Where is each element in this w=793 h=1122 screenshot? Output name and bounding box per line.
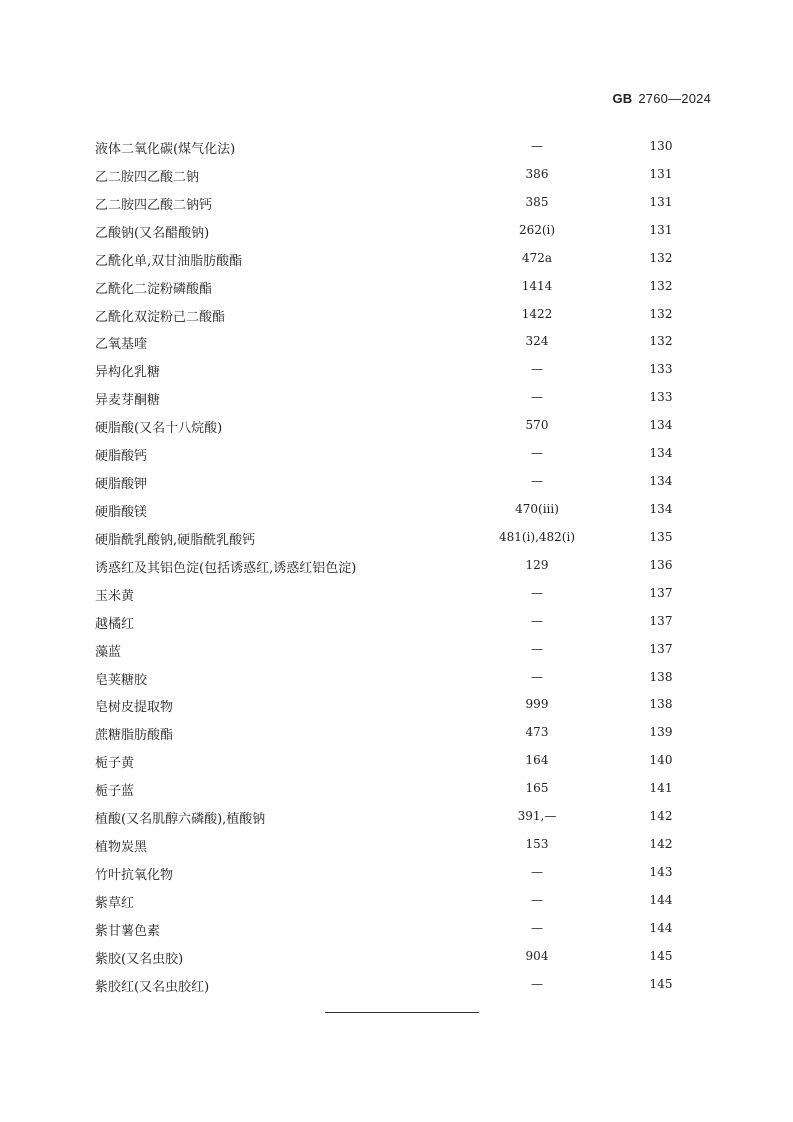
ins-number: 385: [525, 194, 549, 209]
ins-number: 481(i),482(i): [498, 529, 576, 544]
standard-number: 2760—2024: [638, 91, 711, 106]
additive-name: 竹叶抗氧化物: [95, 867, 174, 883]
page-number: 136: [649, 557, 673, 572]
ins-number: 129: [525, 557, 549, 572]
page-number: 132: [649, 306, 673, 321]
index-row: [0, 943, 793, 971]
ins-number: —: [531, 669, 543, 684]
page-number: 144: [649, 892, 673, 907]
ins-number: —: [531, 864, 543, 879]
index-row: [0, 440, 793, 468]
additive-name: 诱惑红及其铝色淀(包括诱惑红,诱惑红铝色淀): [95, 560, 357, 576]
ins-number: —: [531, 585, 543, 600]
ins-number: 470(iii): [515, 501, 559, 516]
index-row: [0, 356, 793, 384]
additive-name: 皂树皮提取物: [95, 700, 174, 716]
page-number: 130: [649, 139, 673, 153]
index-row: [0, 664, 793, 692]
index-row: [0, 608, 793, 636]
additive-name: 皂荚糖胶: [95, 672, 148, 688]
index-row: [0, 747, 793, 775]
ins-number: 164: [525, 753, 549, 768]
page-number: 134: [649, 446, 673, 461]
page-number: 144: [649, 920, 673, 935]
ins-number: —: [531, 641, 543, 656]
index-row: [0, 468, 793, 496]
ins-number: 570: [525, 418, 549, 433]
page-number: 131: [649, 166, 673, 181]
page-number: 131: [649, 222, 673, 237]
additive-name: 异构化乳糖: [95, 365, 161, 381]
ins-number: 262(i): [518, 222, 556, 237]
ins-number: 324: [525, 334, 549, 349]
page-number: 137: [649, 641, 673, 656]
ins-number: 1422: [521, 306, 553, 321]
page-number: 132: [649, 278, 673, 293]
additive-name: 栀子蓝: [95, 784, 135, 800]
index-row: [0, 915, 793, 943]
index-row: [0, 552, 793, 580]
additive-name: 玉米黄: [95, 588, 135, 604]
index-row: [0, 273, 793, 301]
additive-name: 异麦芽酮糖: [95, 393, 161, 409]
additive-name: 硬脂酸镁: [95, 504, 148, 520]
additive-name: 藻蓝: [95, 644, 122, 660]
additive-name: 液体二氧化碳(煤气化法): [95, 142, 236, 157]
ins-number: —: [531, 446, 543, 461]
page-number: 134: [649, 474, 673, 489]
index-row: [0, 719, 793, 747]
page-number: 134: [649, 501, 673, 516]
additive-name: 硬脂酸(又名十八烷酸): [95, 421, 223, 437]
index-row: [0, 803, 793, 831]
index-row: [0, 831, 793, 859]
page-number: 138: [649, 697, 673, 712]
additive-name: 乙二胺四乙酸二钠: [95, 169, 200, 185]
additive-name: 紫草红: [95, 895, 135, 911]
index-row: [0, 859, 793, 887]
index-row: [0, 328, 793, 356]
additive-name: 乙酰化二淀粉磷酸酯: [95, 281, 213, 297]
ins-number: —: [531, 613, 543, 628]
index-list: [0, 133, 793, 999]
index-row: [0, 412, 793, 440]
page-number: 145: [649, 948, 673, 963]
additive-name: 紫胶红(又名虫胶红): [95, 979, 210, 995]
index-row: [0, 524, 793, 552]
page-number: 143: [649, 864, 673, 879]
ins-number: —: [531, 139, 543, 153]
index-row: [0, 775, 793, 803]
ins-number: 153: [525, 837, 549, 852]
page-number: 132: [649, 334, 673, 349]
ins-number: —: [531, 976, 543, 991]
page-number: 139: [649, 725, 673, 740]
additive-name: 硬脂酰乳酸钠,硬脂酰乳酸钙: [95, 532, 256, 548]
page-number: 137: [649, 585, 673, 600]
ins-number: —: [531, 362, 543, 377]
index-row: [0, 887, 793, 915]
index-row: [0, 133, 793, 161]
ins-number: 165: [525, 781, 549, 796]
page-number: 142: [649, 837, 673, 852]
page-number: 131: [649, 194, 673, 209]
additive-name: 越橘红: [95, 616, 135, 632]
page-number: 132: [649, 250, 673, 265]
additive-name: 紫甘薯色素: [95, 923, 161, 939]
page-header: [612, 91, 711, 106]
ins-number: 1414: [521, 278, 553, 293]
additive-name: 硬脂酸钾: [95, 477, 148, 493]
index-row: [0, 301, 793, 329]
additive-name: 植酸(又名肌醇六磷酸),植酸钠: [95, 812, 266, 828]
page-number: 133: [649, 390, 673, 405]
additive-name: 乙氧基喹: [95, 337, 148, 353]
page-number: 135: [649, 529, 673, 544]
ins-number: 386: [525, 166, 549, 181]
ins-number: 473: [525, 725, 549, 740]
index-row: [0, 217, 793, 245]
standard-code: GB: [612, 91, 633, 106]
additive-name: 乙二胺四乙酸二钠钙: [95, 197, 213, 213]
page-number: 140: [649, 753, 673, 768]
index-row: [0, 384, 793, 412]
page-number: 134: [649, 418, 673, 433]
additive-name: 植物炭黑: [95, 840, 148, 856]
page-number: 138: [649, 669, 673, 684]
additive-name: 紫胶(又名虫胶): [95, 951, 184, 967]
page-number: 145: [649, 976, 673, 991]
additive-name: 乙酰化双淀粉己二酸酯: [95, 309, 226, 325]
ins-number: 391,—: [517, 809, 557, 824]
ins-number: 904: [525, 948, 549, 963]
ins-number: 472a: [521, 250, 553, 265]
index-row: [0, 580, 793, 608]
ins-number: —: [531, 920, 543, 935]
end-rule: [325, 1012, 479, 1013]
index-row: [0, 496, 793, 524]
additive-name: 硬脂酸钙: [95, 449, 148, 465]
page-number: 142: [649, 809, 673, 824]
ins-number: 999: [525, 697, 549, 712]
additive-name: 蔗糖脂肪酸酯: [95, 728, 174, 744]
ins-number: —: [531, 474, 543, 489]
index-row: [0, 691, 793, 719]
index-row: [0, 636, 793, 664]
ins-number: —: [531, 892, 543, 907]
additive-name: 乙酰化单,双甘油脂肪酸酯: [95, 253, 243, 269]
page-number: 137: [649, 613, 673, 628]
page-number: 141: [649, 781, 673, 796]
index-row: [0, 161, 793, 189]
index-row: [0, 189, 793, 217]
index-row: [0, 245, 793, 273]
additive-name: 乙酸钠(又名醋酸钠): [95, 225, 210, 241]
ins-number: —: [531, 390, 543, 405]
additive-name: 栀子黄: [95, 756, 135, 772]
index-row: [0, 971, 793, 999]
page-number: 133: [649, 362, 673, 377]
